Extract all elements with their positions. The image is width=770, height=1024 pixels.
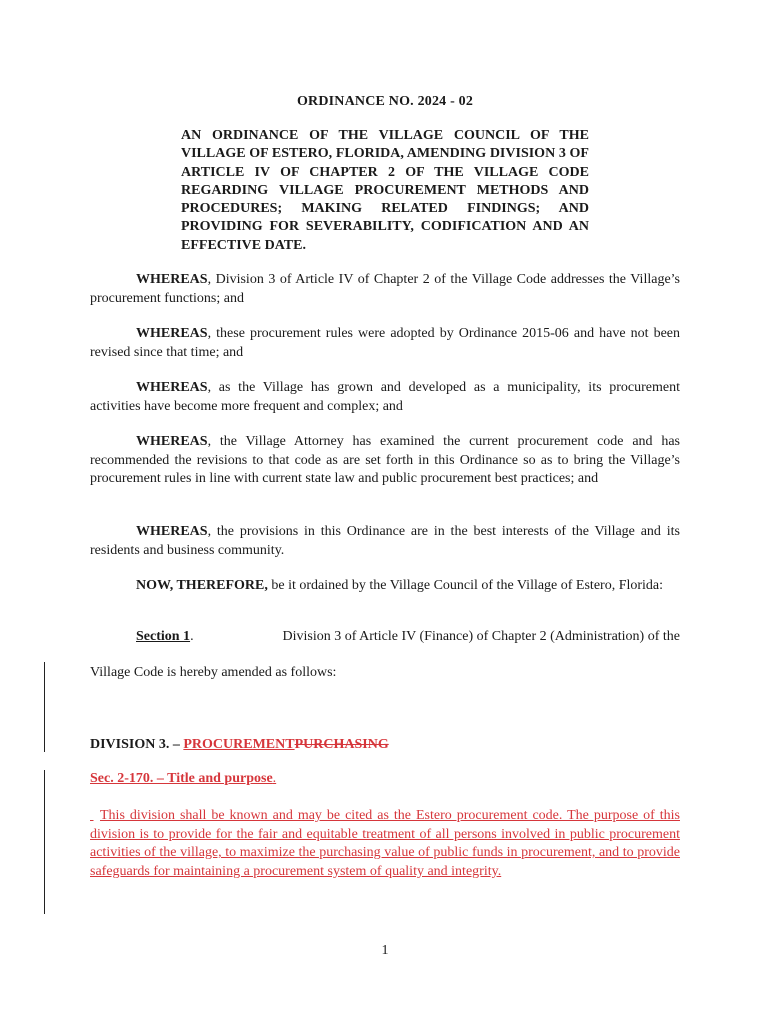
whereas-paragraph-1	[90, 271, 680, 308]
section-heading-text: Sec. 2-170. – Title and purpose	[90, 771, 273, 786]
section-heading	[90, 771, 276, 787]
whereas-lead: WHEREAS	[136, 434, 208, 449]
ordinance-title: ORDINANCE NO. 2024 - 02	[296, 94, 474, 109]
section-1-period: .	[190, 629, 194, 644]
division-inserted-text: PROCUREMENT	[183, 737, 295, 752]
purpose-text: This division shall be known and may be cited as the Estero procurement code. The purpose of this division is to provide for the fair and equitable treatment of all persons involved in public procurement activities of the village, to maximize the purchasing value of public funds in procurement, and to provide safeguards for maintaining a procurement system of quality and integrity.	[90, 808, 680, 879]
whereas-text: , the provisions in this Ordinance are in the best interests of the Village and its residents and business community.	[90, 524, 680, 558]
now-therefore-text: be it ordained by the Village Council of the Village of Estero, Florida:	[267, 578, 664, 593]
division-deleted-text: PURCHASING	[294, 737, 389, 752]
section-1-label-group	[136, 629, 194, 645]
now-therefore-lead: NOW, THEREFORE,	[136, 578, 268, 593]
whereas-paragraph-3	[90, 379, 680, 416]
whereas-text: , these procurement rules were adopted by Ordinance 2015-06 and have not been revised since that time; and	[90, 326, 680, 360]
division-heading	[90, 737, 389, 753]
page-number: 1	[381, 943, 389, 958]
section-1-label: Section 1	[136, 629, 191, 644]
whereas-paragraph-2	[90, 325, 680, 362]
division-prefix: DIVISION 3. –	[90, 737, 184, 752]
section-heading-trail: .	[272, 771, 277, 786]
whereas-lead: WHEREAS	[136, 272, 208, 287]
whereas-lead: WHEREAS	[136, 380, 208, 395]
section-1-continuation: Village Code is hereby amended as follows:	[90, 665, 337, 680]
purpose-paragraph	[90, 807, 680, 881]
section-1-line	[136, 629, 680, 645]
whereas-text: , the Village Attorney has examined the current procurement code and has recommended the revisions to that code as are set forth in this Ordinance so as to bring the Village’s procurement rules in line with current state law and public procurement best practices; and	[90, 434, 680, 487]
change-bar	[44, 770, 45, 914]
ordinance-caption: AN ORDINANCE OF THE VILLAGE COUNCIL OF THE VILLAGE OF ESTERO, FLORIDA, AMENDING DIVISION 3 OF ARTICLE IV OF CHAPTER 2 OF THE VILLAGE CODE REGARDING VILLAGE PROCUREMENT METHODS AND PROCEDURES; MAKING RELATED FINDINGS; AND PROVIDING FOR SEVERABILITY, CODIFICATION AND AN EFFECTIVE DATE.	[181, 128, 589, 253]
change-bar	[44, 662, 45, 752]
whereas-text: , Division 3 of Article IV of Chapter 2 of the Village Code addresses the Village’s procurement functions; and	[90, 272, 680, 306]
whereas-text: , as the Village has grown and developed as a municipality, its procurement activities have become more frequent and complex; and	[90, 380, 680, 414]
section-1-text: Division 3 of Article IV (Finance) of Chapter 2 (Administration) of the	[282, 629, 680, 644]
now-therefore-paragraph	[90, 577, 680, 596]
whereas-paragraph-5	[90, 523, 680, 560]
whereas-lead: WHEREAS	[136, 524, 208, 539]
whereas-lead: WHEREAS	[136, 326, 208, 341]
whereas-paragraph-4	[90, 433, 680, 489]
